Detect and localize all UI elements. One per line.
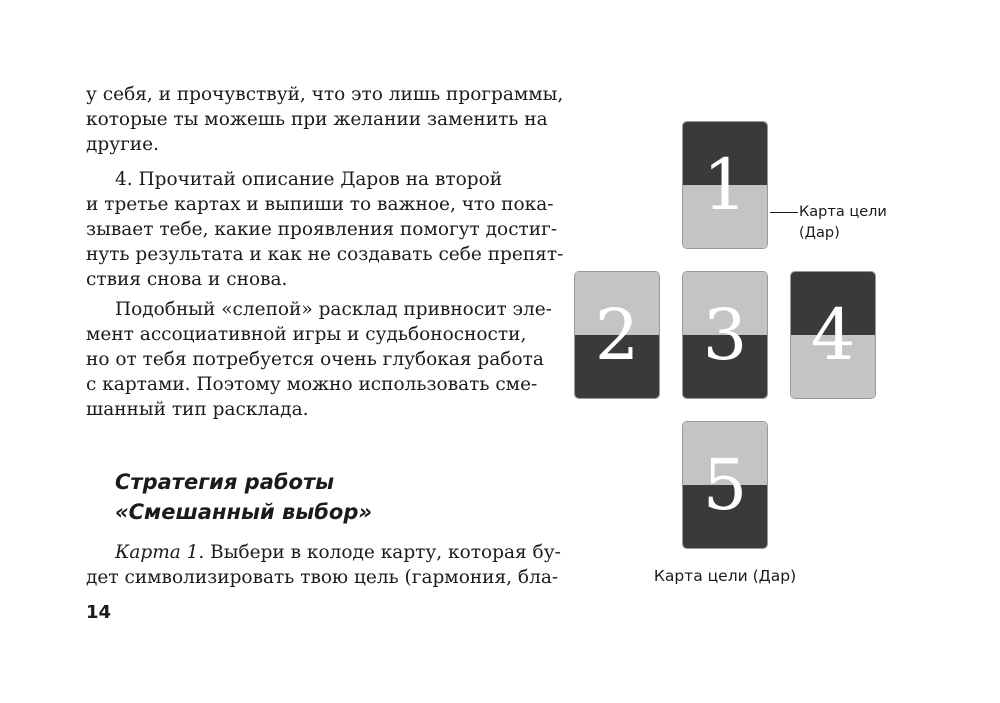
card-4 xyxy=(790,271,876,399)
text-line: другие. xyxy=(86,134,159,155)
card-1 xyxy=(682,121,768,249)
label-line-2: (Дар) xyxy=(799,225,840,241)
text-line-rest: Выбери в колоде карту, которая бу- xyxy=(204,542,561,563)
diagram-caption: Карта цели (Дар) xyxy=(653,567,797,585)
card-1-lead: Карта 1. xyxy=(115,542,205,563)
card-2 xyxy=(574,271,660,399)
card-number: 1 xyxy=(702,144,748,226)
card-5 xyxy=(682,421,768,549)
text-line: 4. Прочитай описание Даров на второй xyxy=(115,169,503,190)
page-number: 14 xyxy=(86,602,112,623)
text-line: с картами. Поэтому можно использовать сме- xyxy=(86,374,538,395)
card-1-label xyxy=(799,202,887,244)
heading-line-1: Стратегия работы xyxy=(115,470,335,494)
label-line-1: Карта цели xyxy=(799,204,887,220)
text-line xyxy=(86,540,561,565)
paragraph-2 xyxy=(86,167,564,292)
heading-line-2: «Смешанный выбор» xyxy=(115,500,373,524)
text-line: шанный тип расклада. xyxy=(86,399,309,420)
text-line: дет символизировать твою цель (гармония, бла- xyxy=(86,567,559,588)
text-line: и третье картах и выпиши то важное, что пока- xyxy=(86,194,554,215)
card-number: 3 xyxy=(702,294,748,376)
text-line: зывает тебе, какие проявления помогут достиг- xyxy=(86,219,558,240)
text-line: Подобный «слепой» расклад привносит эле- xyxy=(115,299,552,320)
text-line: мент ассоциативной игры и судьбоносности, xyxy=(86,324,527,345)
text-line: нуть результата и как не создавать себе препят- xyxy=(86,244,564,265)
paragraph-1 xyxy=(86,82,564,157)
section-heading xyxy=(115,467,495,527)
card-3 xyxy=(682,271,768,399)
text-line: но от тебя потребуется очень глубокая работа xyxy=(86,349,544,370)
card-number: 5 xyxy=(702,444,748,526)
leader-line xyxy=(770,212,798,213)
card-number: 4 xyxy=(810,294,856,376)
paragraph-4 xyxy=(86,540,561,590)
text-line: ствия снова и снова. xyxy=(86,269,288,290)
text-line: которые ты можешь при желании заменить на xyxy=(86,109,548,130)
paragraph-3 xyxy=(86,297,552,422)
text-line: у себя, и прочувствуй, что это лишь программы, xyxy=(86,84,564,105)
card-number: 2 xyxy=(594,294,640,376)
